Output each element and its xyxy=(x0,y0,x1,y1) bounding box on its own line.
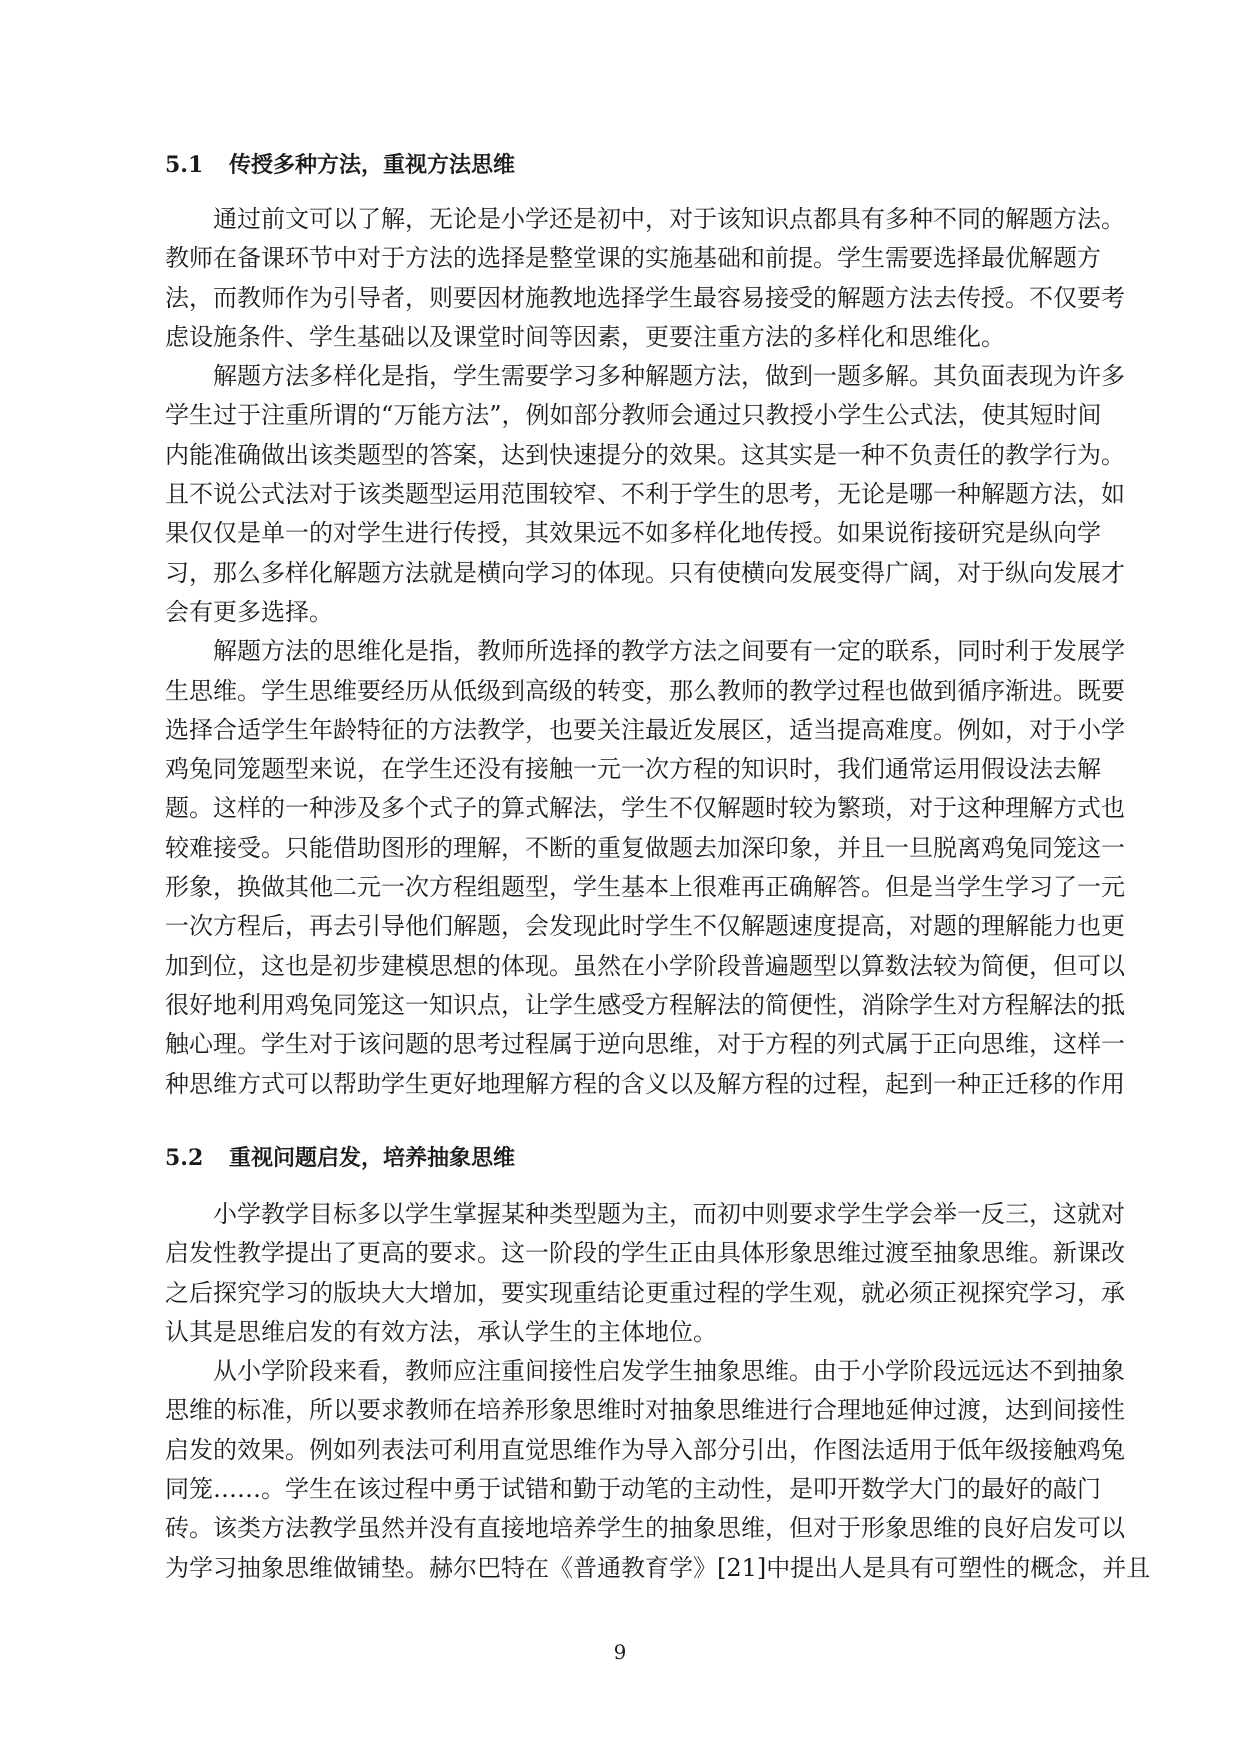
paragraph xyxy=(165,632,1125,1104)
paragraph-line: 一次方程后，再去引导他们解题，会发现此时学生不仅解题速度提高，对题的理解能力也更 xyxy=(165,912,1125,941)
paragraph-line: 很好地利用鸡兔同笼这一知识点，让学生感受方程解法的简便性，消除学生对方程解法的抵 xyxy=(165,990,1125,1019)
paragraph-line: 果仅仅是单一的对学生进行传授，其效果远不如多样化地传授。如果说衔接研究是纵向学 xyxy=(165,519,1101,548)
section-title: 重视问题启发，培养抽象思维 xyxy=(229,1145,516,1171)
section-5-2-body xyxy=(165,1195,1151,1588)
section-number: 5.2 xyxy=(165,1145,204,1171)
paragraph-line: 选择合适学生年龄特征的方法教学，也要关注最近发展区，适当提高难度。例如，对于小学 xyxy=(165,715,1125,744)
paragraph-line: 小学教学目标多以学生掌握某种类型题为主，而初中则要求学生学会举一反三，这就对 xyxy=(213,1200,1125,1228)
paragraph-line: 种思维方式可以帮助学生更好地理解方程的含义以及解方程的过程，起到一种正迁移的作用 xyxy=(165,1069,1125,1098)
section-title: 传授多种方法，重视方法思维 xyxy=(229,152,516,178)
paragraph-line: 砖。该类方法教学虽然并没有直接地培养学生的抽象思维，但对于形象思维的良好启发可以 xyxy=(165,1514,1125,1543)
paragraph xyxy=(165,1195,1125,1352)
paragraph-line: 解题方法的思维化是指，教师所选择的教学方法之间要有一定的联系，同时利于发展学 xyxy=(213,637,1125,666)
section-5-2-heading xyxy=(165,1143,515,1173)
page-number: 9 xyxy=(613,1640,627,1664)
paragraph-line: 认其是思维启发的有效方法，承认学生的主体地位。 xyxy=(165,1317,717,1346)
paragraph-line: 触心理。学生对于该问题的思考过程属于逆向思维，对于方程的列式属于正向思维，这样一 xyxy=(165,1030,1125,1059)
paragraph-line: 且不说公式法对于该类题型运用范围较窄、不利于学生的思考，无论是哪一种解题方法，如 xyxy=(165,480,1125,509)
paragraph-line: 形象，换做其他二元一次方程组题型，学生基本上很难再正确解答。但是当学生学习了一元 xyxy=(165,873,1125,902)
paragraph-line: 解题方法多样化是指，学生需要学习多种解题方法，做到一题多解。其负面表现为许多 xyxy=(213,362,1125,391)
paragraph-line: 较难接受。只能借助图形的理解，不断的重复做题去加深印象，并且一旦脱离鸡兔同笼这一 xyxy=(165,833,1125,862)
paragraph-line: 加到位，这也是初步建模思想的体现。虽然在小学阶段普遍题型以算数法较为简便，但可以 xyxy=(165,951,1125,980)
paragraph-line: 生思维。学生思维要经历从低级到高级的转变，那么教师的教学过程也做到循序渐进。既要 xyxy=(165,676,1125,705)
paragraph-line: 教师在备课环节中对于方法的选择是整堂课的实施基础和前提。学生需要选择最优解题方 xyxy=(165,244,1101,273)
paragraph-line: 启发性教学提出了更高的要求。这一阶段的学生正由具体形象思维过渡至抽象思维。新课改 xyxy=(165,1239,1125,1268)
paragraph-line: 内能准确做出该类题型的答案，达到快速提分的效果。这其实是一种不负责任的教学行为。 xyxy=(165,440,1125,469)
paragraph-line: 为学习抽象思维做铺垫。赫尔巴特在《普通教育学》[21]中提出人是具有可塑性的概念，并且 xyxy=(165,1553,1151,1582)
section-number: 5.1 xyxy=(165,152,204,178)
section-5-1-heading xyxy=(165,150,515,180)
paragraph-line: 思维的标准，所以要求教师在培养形象思维时对抽象思维进行合理地延伸过渡，达到间接性 xyxy=(165,1396,1125,1425)
paragraph-line: 题。这样的一种涉及多个式子的算式解法，学生不仅解题时较为繁琐，对于这种理解方式也 xyxy=(165,794,1125,823)
paragraph-line: 会有更多选择。 xyxy=(165,597,333,626)
paragraph-line: 之后探究学习的版块大大增加，要实现重结论更重过程的学生观，就必须正视探究学习，承 xyxy=(165,1278,1125,1307)
section-5-1-body xyxy=(165,200,1125,1104)
paragraph xyxy=(165,200,1125,357)
paragraph xyxy=(165,1352,1151,1588)
paragraph-line: 鸡兔同笼题型来说，在学生还没有接触一元一次方程的知识时，我们通常运用假设法去解 xyxy=(165,755,1101,784)
paragraph xyxy=(165,357,1125,632)
paragraph-line: 习，那么多样化解题方法就是横向学习的体现。只有使横向发展变得广阔，对于纵向发展才 xyxy=(165,558,1125,587)
paragraph-line: 法，而教师作为引导者，则要因材施教地选择学生最容易接受的解题方法去传授。不仅要考 xyxy=(165,283,1125,312)
paragraph-line: 同笼……。学生在该过程中勇于试错和勤于动笔的主动性，是叩开数学大门的最好的敲门 xyxy=(165,1475,1101,1504)
paragraph-line: 通过前文可以了解，无论是小学还是初中，对于该知识点都具有多种不同的解题方法。 xyxy=(213,205,1125,233)
paragraph-line: 虑设施条件、学生基础以及课堂时间等因素，更要注重方法的多样化和思维化。 xyxy=(165,322,1005,351)
paragraph-line: 学生过于注重所谓的“万能方法”，例如部分教师会通过只教授小学生公式法，使其短时间 xyxy=(165,401,1102,430)
paragraph-line: 从小学阶段来看，教师应注重间接性启发学生抽象思维。由于小学阶段远远达不到抽象 xyxy=(213,1357,1125,1386)
paragraph-line: 启发的效果。例如列表法可利用直觉思维作为导入部分引出，作图法适用于低年级接触鸡兔 xyxy=(165,1435,1125,1464)
